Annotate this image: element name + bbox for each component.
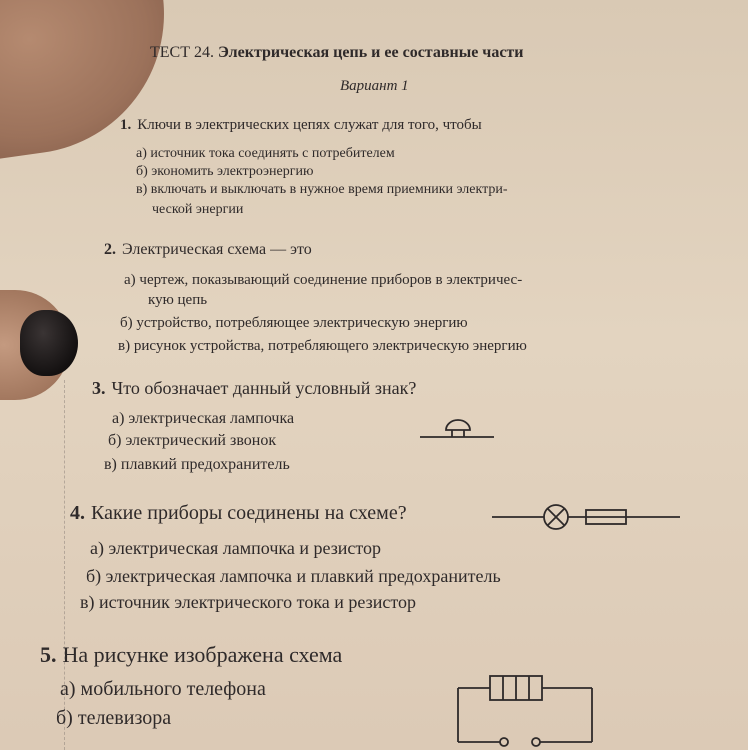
question-1: 1. Ключи в электрических цепях служат для того, чтобы (120, 117, 482, 133)
q3-option-a: а) электрическая лампочка (112, 410, 295, 427)
finger (0, 0, 182, 165)
question-4: 4. Какие приборы соединены на схеме? (70, 502, 407, 524)
q3-option-c: в) плавкий предохранитель (104, 456, 290, 473)
q5-option-a: а) мобильного телефона (60, 678, 266, 700)
q1-option-c: в) включать и выключать в нужное время приемники электри- (136, 182, 508, 197)
q4-option-b: б) электрическая лампочка и плавкий предохранитель (86, 566, 501, 586)
q5-option-b: б) телевизора (56, 707, 172, 729)
question-5: 5. На рисунке изображена схема (40, 642, 343, 667)
lamp-and-fuse-circuit-icon (488, 500, 684, 534)
bell-symbol-icon (418, 412, 498, 442)
question-3: 3. Что обозначает данный условный знак? (92, 378, 417, 398)
q1-option-c-cont: ческой энергии (152, 202, 244, 217)
q4-option-c: в) источник электрического тока и резистор (80, 592, 416, 612)
q1-option-b: б) экономить электроэнергию (136, 164, 314, 179)
question-2: 2. Электрическая схема — это (104, 241, 312, 258)
page-title: ТЕСТ 24. Электрическая цепь и ее составные части (150, 44, 524, 61)
heater-circuit-icon (452, 666, 632, 750)
q2-option-c: в) рисунок устройства, потребляющего электрическую энергию (118, 338, 527, 354)
q4-option-a: а) электрическая лампочка и резистор (90, 538, 382, 558)
q2-option-a-cont: кую цепь (148, 292, 208, 308)
variant-label: Вариант 1 (340, 78, 409, 94)
fingernail (20, 310, 78, 376)
q2-option-b: б) устройство, потребляющее электрическую энергию (120, 315, 468, 331)
q3-option-b: б) электрический звонок (108, 432, 277, 449)
q2-option-a: а) чертеж, показывающий соединение приборов в электричес- (124, 272, 523, 288)
q1-option-a: а) источник тока соединять с потребителем (136, 146, 395, 161)
